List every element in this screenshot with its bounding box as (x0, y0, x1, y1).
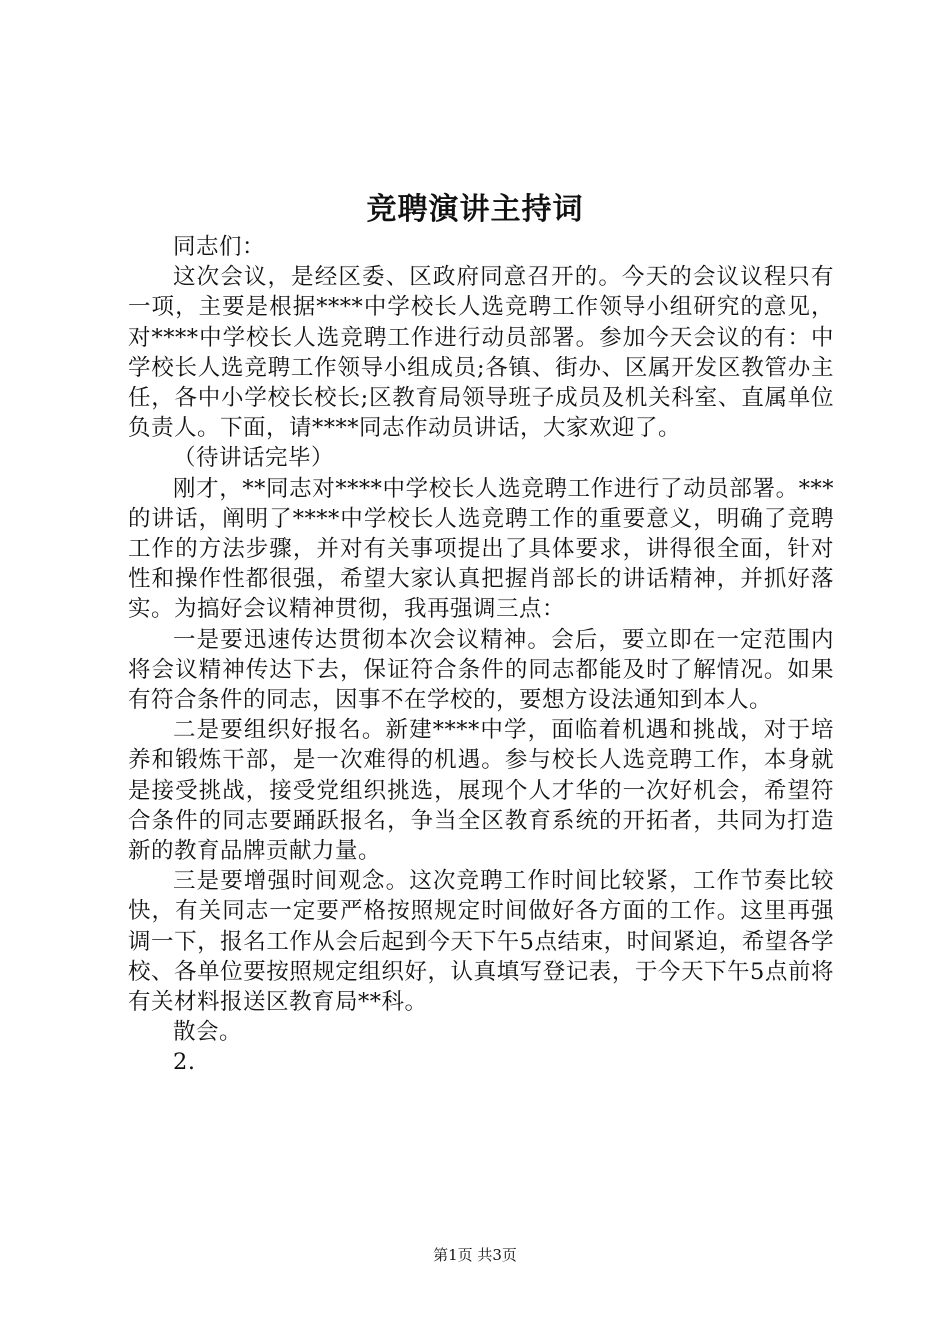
paragraph-intro: 这次会议，是经区委、区政府同意召开的。今天的会议议程只有一项，主要是根据****中学校长人选竞聘工作领导小组研究的意见，对****中学校长人选竞聘工作进行动员部署。参加今天会议的有：中学校长人选竞聘工作领导小组成员;各镇、街办、区属开发区教管办主任，各中小学校长校长;区教育局领导班子成员及机关科室、直属单位负责人。下面，请****同志作动员讲话，大家欢迎了。 (128, 264, 834, 442)
paragraph-summary: 刚才，**同志对****中学校长人选竞聘工作进行了动员部署。***的讲话，阐明了****中学校长人选竞聘工作的重要意义，明确了竞聘工作的方法步骤，并对有关事项提出了具体要求，讲得很全面，针对性和操作性都很强，希望大家认真把握肖部长的讲话精神，并抓好落实。为搞好会议精神贯彻，我再强调三点： (128, 475, 834, 623)
document-title: 竞聘演讲主持词 (366, 192, 584, 227)
paragraph-point-two: 二是要组织好报名。新建****中学，面临着机遇和挑战，对于培养和锻炼干部，是一次难得的机遇。参与校长人选竞聘工作，本身就是接受挑战，接受党组织挑选，展现个人才华的一次好机会，希望符合条件的同志要踊跃报名，争当全区教育系统的开拓者，共同为打造新的教育品牌贡献力量。 (128, 717, 834, 865)
paragraph-closing: 散会。 (173, 1019, 243, 1046)
paragraph-point-three: 三是要增强时间观念。这次竞聘工作时间比较紧，工作节奏比较快，有关同志一定要严格按照规定时间做好各方面的工作。这里再强调一下，报名工作从会后起到今天下午5点结束，时间紧迫，希望各学校、各单位要按照规定组织好，认真填写登记表，于今天下午5点前将有关材料报送区教育局**科。 (128, 868, 834, 1016)
paragraph-section-number: 2. (173, 1049, 196, 1076)
paragraph-note: （待讲话完毕） (173, 445, 335, 472)
document-body (128, 232, 834, 1078)
paragraph-point-one: 一是要迅速传达贯彻本次会议精神。会后，要立即在一定范围内将会议精神传达下去，保证符合条件的同志都能及时了解情况。如果有符合条件的同志，因事不在学校的，要想方设法通知到本人。 (128, 626, 834, 714)
salutation: 同志们： (173, 234, 266, 260)
page-footer: 第1页 共3页 (433, 1246, 517, 1264)
